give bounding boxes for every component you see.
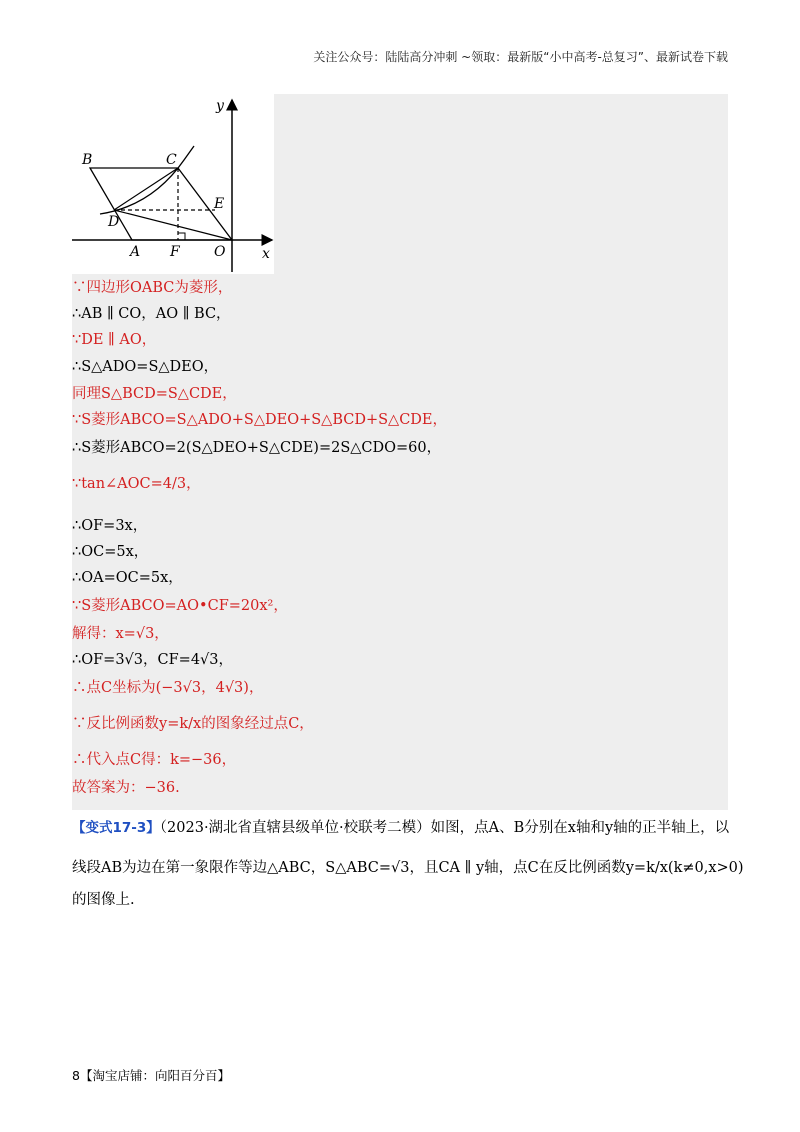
solution-line-13: 解得：x=√3，: [72, 626, 169, 642]
label-y: y: [216, 98, 224, 114]
header-text: 关注公众号：陆陆高分冲刺 ~领取：最新版“小中高考-总复习”、最新试卷下载: [313, 50, 728, 64]
variant-source: （2023·湖北省直辖县级单位·校联考二模）: [159, 820, 431, 836]
geometry-figure: [72, 94, 274, 274]
variant-line-2: 线段AB为边在第一象限作等边△ABC，S△ABC=√3，且CA ∥ y轴，点C在反比例函数y=k/x(k≠0,x>0): [72, 860, 744, 876]
variant-tag: 【变式17-3】: [72, 820, 160, 836]
right-angle-mark: [178, 233, 185, 240]
label-e: E: [214, 196, 225, 212]
label-c: C: [166, 152, 177, 168]
page-footer: [72, 1066, 230, 1084]
solution-line-9: ∴OF=3x，: [72, 518, 148, 534]
solution-line-8: ∵tan∠AOC=4/3，: [72, 476, 201, 492]
solution-line-10: ∴OC=5x，: [72, 544, 149, 560]
solution-line-6: ∵S菱形ABCO=S△ADO+S△DEO+S△BCD+S△CDE，: [72, 412, 448, 428]
solution-line-2: ∴AB ∥ CO，AO ∥ BC，: [72, 306, 231, 322]
solution-line-5: 同理S△BCD=S△CDE，: [72, 386, 237, 402]
hyperbola-curve: [100, 146, 194, 214]
solution-line-1: ∵四边形OABC为菱形，: [72, 280, 233, 296]
solution-line-15: ∴点C坐标为(−3√3，4√3)，: [72, 680, 264, 696]
label-f: F: [170, 244, 180, 260]
solution-line-4: ∴S△ADO=S△DEO，: [72, 359, 219, 375]
page-header: [313, 48, 728, 65]
segment-dc: [114, 168, 178, 210]
label-x: x: [262, 246, 270, 262]
solution-line-14: ∴OF=3√3，CF=4√3，: [72, 652, 234, 668]
solution-line-11: ∴OA=OC=5x，: [72, 570, 183, 586]
label-b: B: [82, 152, 93, 168]
solution-line-7: ∴S菱形ABCO=2(S△DEO+S△CDE)=2S△CDO=60，: [72, 440, 442, 456]
label-a: A: [130, 244, 141, 260]
label-d: D: [108, 214, 120, 230]
solution-line-3: ∵DE ∥ AO，: [72, 332, 157, 348]
solution-block: [72, 94, 728, 810]
variant-line-3: 的图像上.: [72, 892, 135, 908]
solution-line-16: ∵反比例函数y=k/x的图象经过点C，: [72, 716, 314, 732]
solution-line-12: ∵S菱形ABCO=AO•CF=20x²，: [72, 598, 288, 614]
segment-do: [114, 210, 232, 240]
solution-line-18: 故答案为：−36.: [72, 780, 180, 796]
variant-line-1-rest: 如图，点A、B分别在x轴和y轴的正半轴上，以: [430, 820, 730, 836]
footer-text: 8【淘宝店铺：向阳百分百】: [72, 1068, 230, 1083]
solution-line-17: ∴代入点C得：k=−36，: [72, 752, 237, 768]
label-o: O: [214, 244, 226, 260]
variant-line-1: [72, 818, 729, 838]
